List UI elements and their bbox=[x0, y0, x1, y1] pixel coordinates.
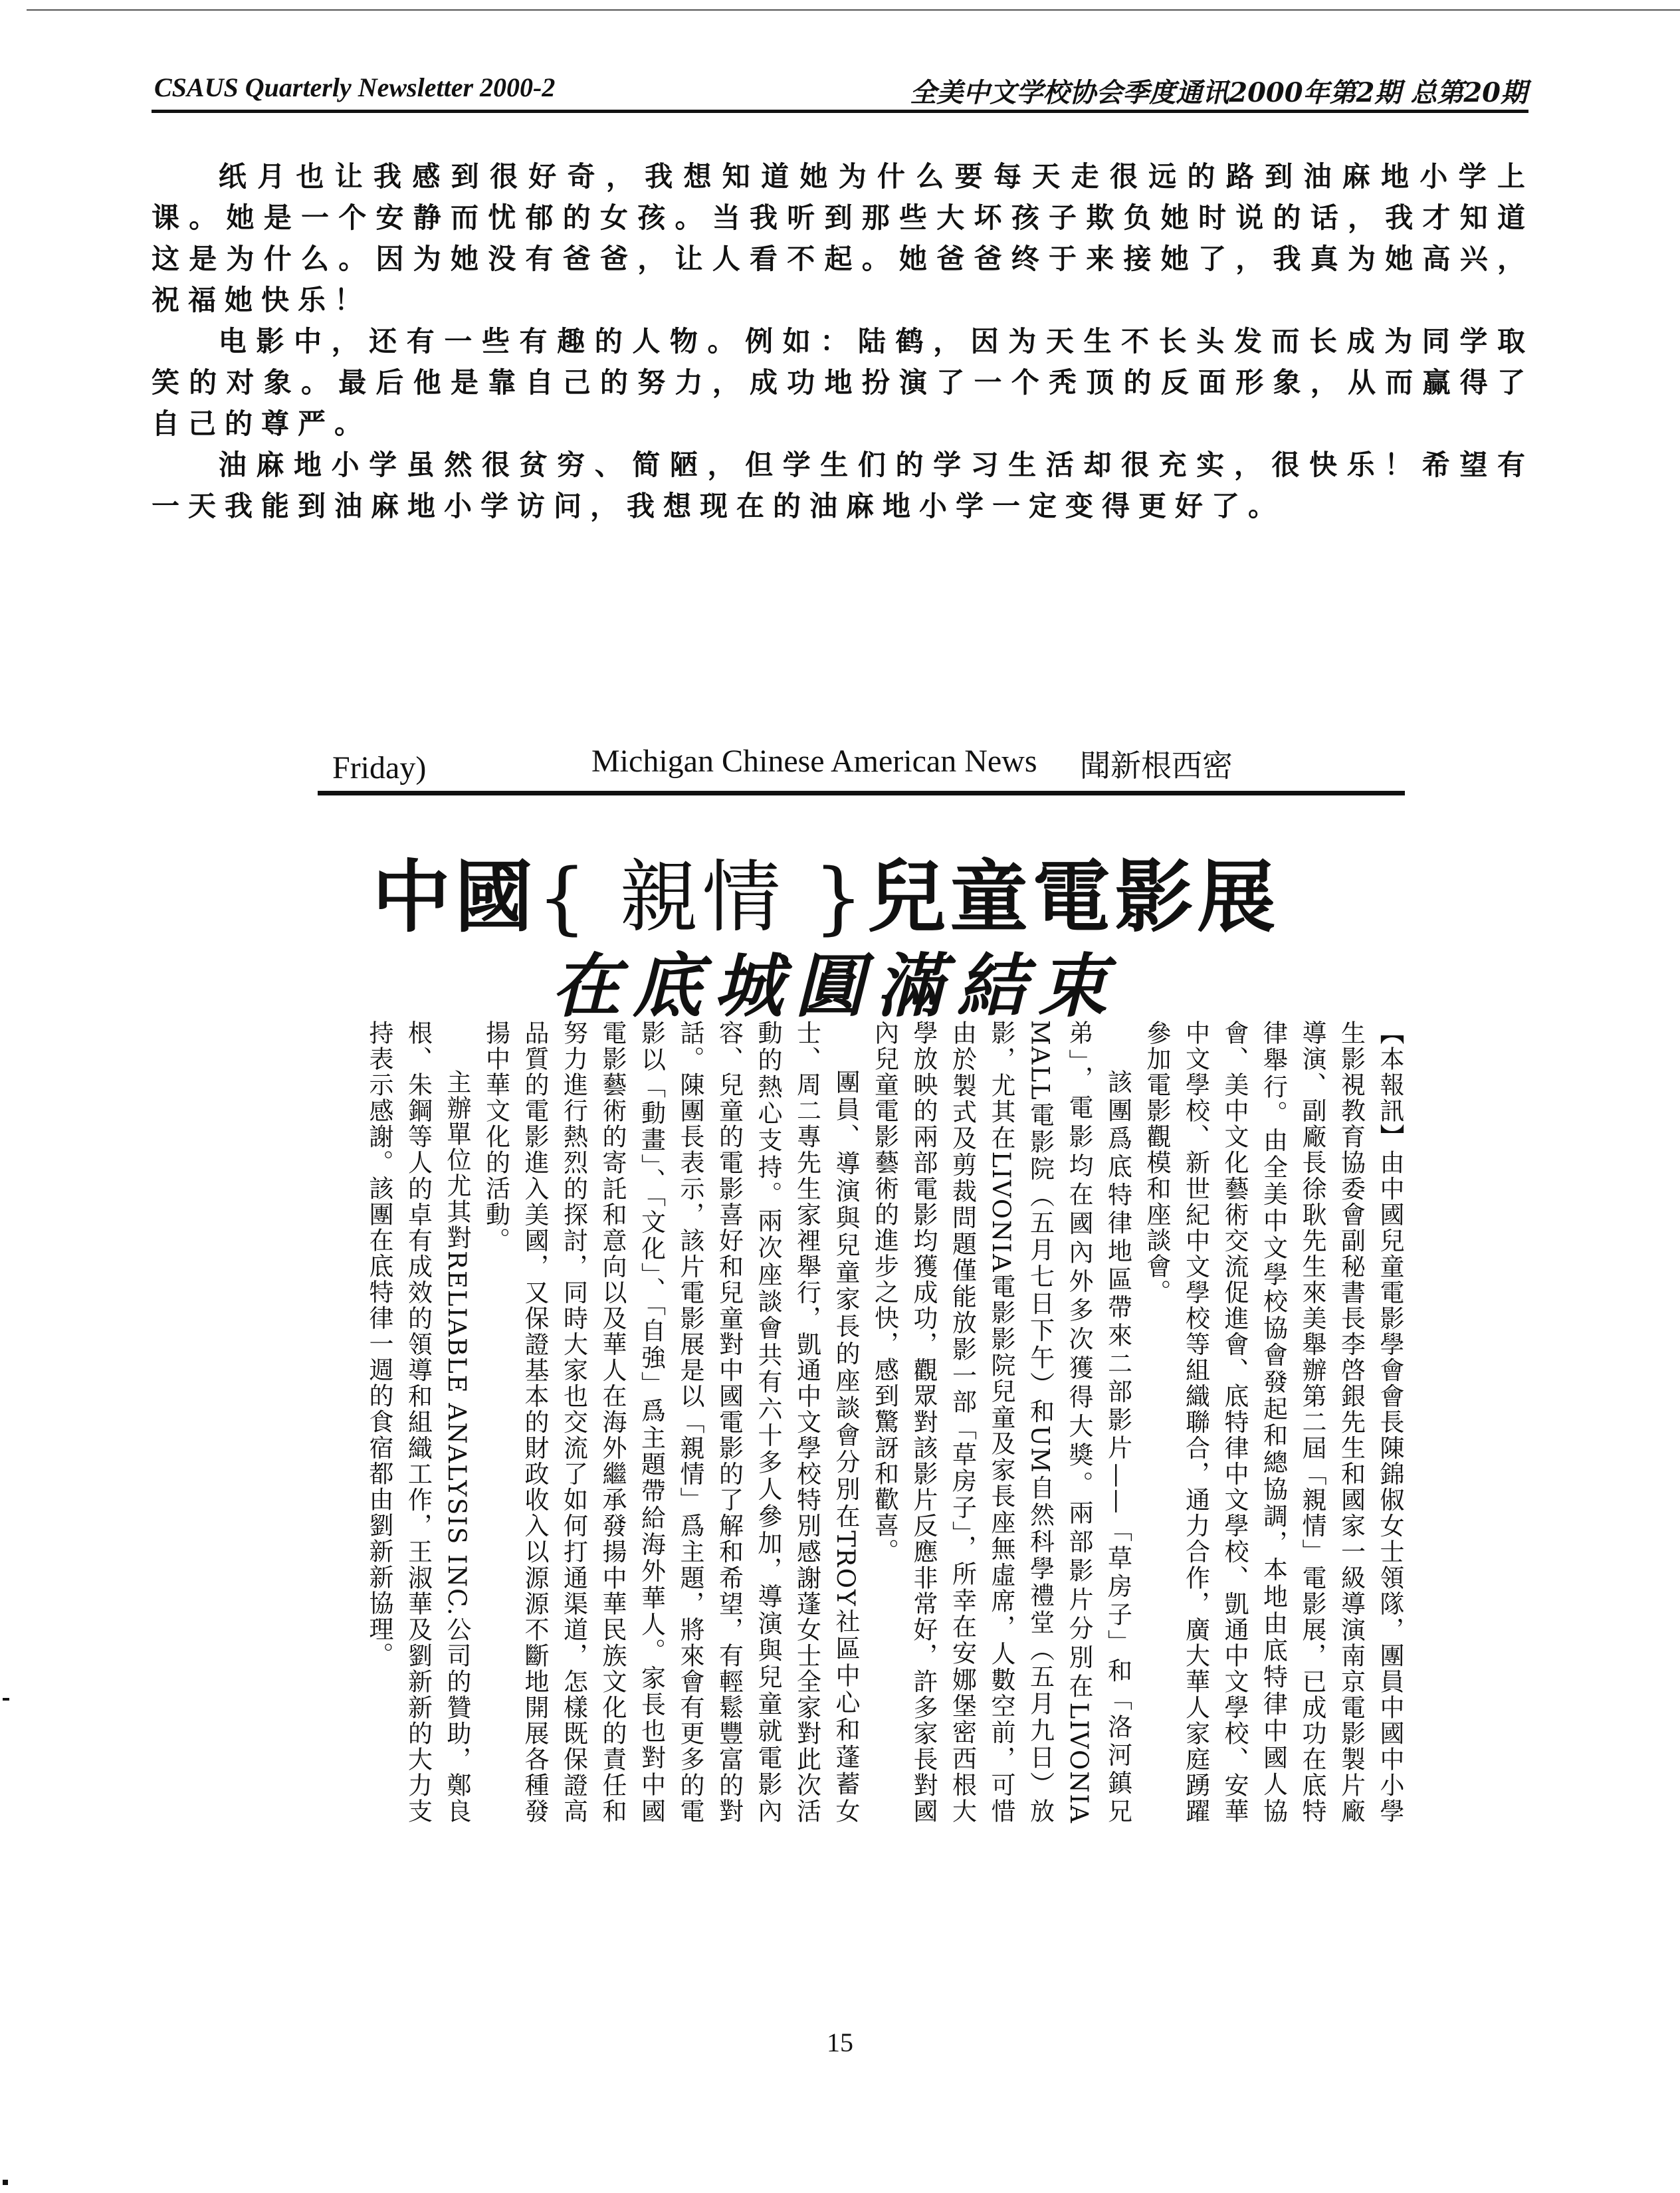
clipping-day: Friday) bbox=[332, 750, 427, 785]
clipping-paper-name-cn: 聞新根西密 bbox=[1080, 748, 1233, 783]
scan-mark-bottom bbox=[3, 2180, 8, 2185]
article-paragraph-3: 團員、導演與兒童家長的座談會分別在TROY社區中心和蓬蓄女士、周二專先生家裡舉行，凱通中文學校特別感謝蓬女士全家對此次活動的熱心支持。兩次座談會共有六十多人參加，導演與兒童就電影內容、兒童的電影喜好和兒童對中國電影的了解和希望，有輕鬆豐富的對話。陳團長表示，該片電影展是以「親情」爲主題，將來會有更多的電影以「動畫」、「文化」、「自強」爲主題帶給海外華人。家長也對中國電影藝術的寄託和意向以及華人在海外繼承發揚中華民族文化的責任和努力進行熱烈的探討，同時大家也交流了如何打通渠道，怎樣既保證高品質的電影進入美國，又保證基本的財政收入以源源不斷地開展各種發揚中華文化的活動。 bbox=[481, 1020, 860, 1824]
headline-brace-open: { bbox=[537, 851, 591, 943]
newsletter-title: CSAUS Quarterly Newsletter 2000-2 bbox=[154, 72, 556, 102]
clipping-paper-name: Michigan Chinese American News bbox=[591, 744, 1037, 779]
article-paragraph-2: 該團爲底特律地區帶來二部影片——「草房子」和「洛河鎮兄弟」，電影均在國內外多次獲得大獎。兩部影片分別在LIVONIA MALL電影院（五月七日下午）和UM自然科學禮堂（五月九日）放影，尤其在LIVONIA電影影院兒童及家長座無虛席，人數空前，可惜由於製式及剪裁問題僅能放影一部「草房子」，所幸在安娜堡密西根大學放映的兩部電影均獲成功，觀眾對該影片反應非常好，許多家長對國內兒童電影藝術的進步之快，感到驚訝和歡喜。 bbox=[870, 1020, 1132, 1824]
clipping-article bbox=[319, 1020, 1409, 1824]
scan-mark-left bbox=[3, 1698, 9, 1701]
header-rule bbox=[152, 110, 1528, 113]
top-edge-rule bbox=[27, 9, 1680, 11]
headline-part-2: 親情 bbox=[591, 851, 814, 943]
essay-paragraph-3: 油麻地小学虽然很贫穷、简陋，但学生们的学习生活却很充实，很快乐！希望有一天我能到油麻地小学访问，我想现在的油麻地小学一定变得更好了。 bbox=[152, 449, 1534, 522]
headline-part-3: 兒童電影展 bbox=[867, 851, 1280, 943]
article-paragraph-1: 【本報訊】由中國兒童電影學會會長陳錦俶女士領隊，團員中國中小學生影視教育協委會副秘書長李啓銀先生和國家一級導演南京電影製片廠導演、副廠長徐耿先生來美舉辦第二屆「親情」電影展，已成功在底特律舉行。由全美中文學校協會發起和總協調，本地由底特律中國人協會、美中文化藝術交流促進會、底特律中文學校、凱通中文學校、安華中文學校、新世紀中文學校等組織聯合，通力合作，廣大華人家庭踴躍參加電影觀模和座談會。 bbox=[1142, 1020, 1404, 1824]
essay-body bbox=[152, 156, 1534, 527]
page-number: 15 bbox=[827, 2028, 853, 2057]
clipping-masthead bbox=[319, 736, 1409, 796]
article-paragraph-4: 主辦單位尤其對RELIABLE ANALYSIS INC.公司的贊助，鄭良根、朱鋼等人的卓有成效的領導和組織工作，王淑華及劉新新的大力支持表示感謝。該團在底特律一週的食宿都由劉新新協理。 bbox=[365, 1020, 471, 1824]
clipping-subheadline: 在底城圓滿結束 bbox=[552, 945, 1120, 1027]
essay-paragraph-2: 电影中，还有一些有趣的人物。例如：陆鹤，因为天生不长头发而长成为同学取笑的对象。最后他是靠自己的努力，成功地扮演了一个秃顶的反面形象，从而赢得了自己的尊严。 bbox=[152, 325, 1534, 440]
headline-brace-close: } bbox=[813, 851, 868, 943]
clipping-rule bbox=[318, 791, 1405, 795]
newsletter-issue-cn: 全美中文学校协会季度通讯2000年第2期 总第20期 bbox=[910, 77, 1527, 108]
headline-part-1: 中國 bbox=[372, 851, 538, 943]
essay-paragraph-1: 纸月也让我感到很好奇，我想知道她为什么要每天走很远的路到油麻地小学上课。她是一个安静而忧郁的女孩。当我听到那些大坏孩子欺负她时说的话，我才知道这是为什么。因为她没有爸爸，让人看不起。她爸爸终于来接她了，我真为她高兴，祝福她快乐！ bbox=[152, 160, 1534, 316]
